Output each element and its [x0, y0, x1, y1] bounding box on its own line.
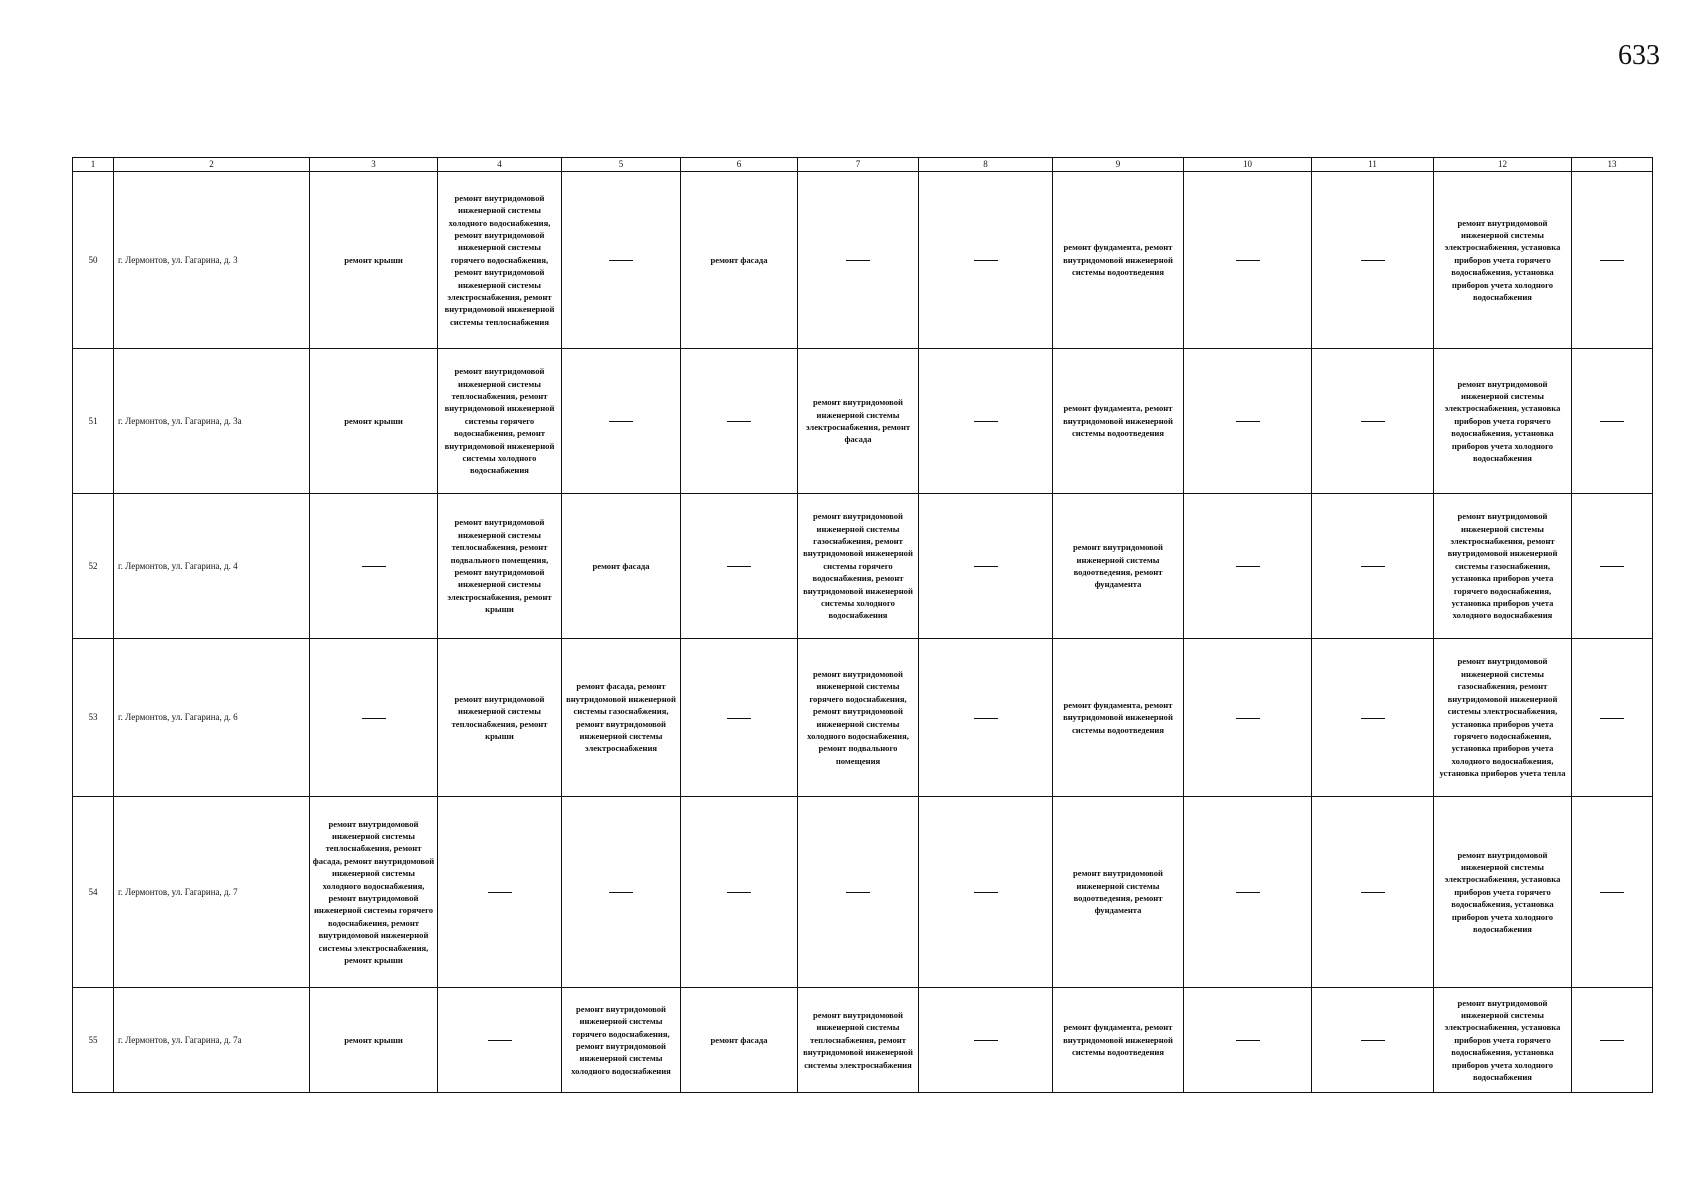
work-type-cell: ремонт крыши — [310, 349, 438, 494]
dash-mark — [846, 892, 870, 893]
work-type-cell: ремонт крыши — [310, 172, 438, 349]
empty-dash-cell — [681, 349, 798, 494]
empty-dash-cell — [1312, 639, 1434, 797]
empty-dash-cell — [1184, 349, 1312, 494]
dash-mark — [974, 421, 998, 422]
column-header: 12 — [1434, 158, 1572, 172]
dash-mark — [1236, 892, 1260, 893]
work-type-cell: ремонт внутридомовой инженерной системы электроснабжения, установка приборов учета горячего водоснабжения, установка приборов учета холодного водоснабжения — [1434, 172, 1572, 349]
dash-mark — [1600, 718, 1624, 719]
dash-mark — [488, 1040, 512, 1041]
column-header: 5 — [562, 158, 681, 172]
work-type-cell: ремонт внутридомовой инженерной системы теплоснабжения, ремонт внутридомовой инженерной системы горячего водоснабжения, ремонт внутридомовой инженерной системы холодного водоснабжения — [438, 349, 562, 494]
dash-mark — [1236, 718, 1260, 719]
empty-dash-cell — [1184, 172, 1312, 349]
work-type-cell: ремонт внутридомовой инженерной системы горячего водоснабжения, ремонт внутридомовой инженерной системы холодного водоснабжения, ремонт подвального помещения — [798, 639, 919, 797]
column-number-row — [73, 158, 1653, 172]
dash-mark — [727, 421, 751, 422]
page-number: 633 — [1618, 40, 1660, 71]
column-header: 1 — [73, 158, 114, 172]
work-type-cell: ремонт фасада, ремонт внутридомовой инженерной системы газоснабжения, ремонт внутридомовой инженерной системы электроснабжения — [562, 639, 681, 797]
work-type-cell: ремонт фундамента, ремонт внутридомовой инженерной системы водоотведения — [1053, 988, 1184, 1093]
repair-schedule-table — [72, 157, 1653, 1093]
address-cell: г. Лермонтов, ул. Гагарина, д. 6 — [114, 639, 310, 797]
work-type-cell: ремонт внутридомовой инженерной системы водоотведения, ремонт фундамента — [1053, 494, 1184, 639]
dash-mark — [727, 566, 751, 567]
dash-mark — [1600, 892, 1624, 893]
empty-dash-cell — [310, 639, 438, 797]
empty-dash-cell — [681, 494, 798, 639]
work-type-cell: ремонт внутридомовой инженерной системы горячего водоснабжения, ремонт внутридомовой инженерной системы холодного водоснабжения — [562, 988, 681, 1093]
work-type-cell: ремонт внутридомовой инженерной системы электроснабжения, установка приборов учета горячего водоснабжения, установка приборов учета холодного водоснабжения — [1434, 797, 1572, 988]
work-type-cell: ремонт внутридомовой инженерной системы электроснабжения, установка приборов учета горячего водоснабжения, установка приборов учета холодного водоснабжения — [1434, 988, 1572, 1093]
row-number-cell: 51 — [73, 349, 114, 494]
dash-mark — [1236, 260, 1260, 261]
empty-dash-cell — [562, 172, 681, 349]
dash-mark — [1600, 260, 1624, 261]
dash-mark — [1600, 566, 1624, 567]
dash-mark — [974, 566, 998, 567]
work-type-cell: ремонт фундамента, ремонт внутридомовой инженерной системы водоотведения — [1053, 639, 1184, 797]
empty-dash-cell — [681, 639, 798, 797]
work-type-cell: ремонт внутридомовой инженерной системы теплоснабжения, ремонт подвального помещения, ремонт внутридомовой инженерной системы электроснабжения, ремонт крыши — [438, 494, 562, 639]
empty-dash-cell — [562, 349, 681, 494]
dash-mark — [727, 718, 751, 719]
dash-mark — [1361, 566, 1385, 567]
empty-dash-cell — [1312, 797, 1434, 988]
address-cell: г. Лермонтов, ул. Гагарина, д. 3 — [114, 172, 310, 349]
dash-mark — [1600, 421, 1624, 422]
empty-dash-cell — [1312, 349, 1434, 494]
dash-mark — [1361, 260, 1385, 261]
column-header: 8 — [919, 158, 1053, 172]
empty-dash-cell — [919, 349, 1053, 494]
empty-dash-cell — [1572, 639, 1653, 797]
empty-dash-cell — [1572, 797, 1653, 988]
column-header: 3 — [310, 158, 438, 172]
empty-dash-cell — [919, 172, 1053, 349]
table-row — [73, 797, 1653, 988]
table-row — [73, 172, 1653, 349]
empty-dash-cell — [1184, 639, 1312, 797]
work-type-cell: ремонт фундамента, ремонт внутридомовой инженерной системы водоотведения — [1053, 349, 1184, 494]
empty-dash-cell — [798, 172, 919, 349]
empty-dash-cell — [919, 797, 1053, 988]
column-header: 6 — [681, 158, 798, 172]
empty-dash-cell — [919, 494, 1053, 639]
empty-dash-cell — [438, 797, 562, 988]
work-type-cell: ремонт внутридомовой инженерной системы газоснабжения, ремонт внутридомовой инженерной системы горячего водоснабжения, ремонт внутридомовой инженерной системы холодного водоснабжения — [798, 494, 919, 639]
empty-dash-cell — [798, 797, 919, 988]
empty-dash-cell — [1312, 172, 1434, 349]
table-row — [73, 988, 1653, 1093]
empty-dash-cell — [1184, 988, 1312, 1093]
dash-mark — [1600, 1040, 1624, 1041]
dash-mark — [609, 892, 633, 893]
empty-dash-cell — [438, 988, 562, 1093]
row-number-cell: 55 — [73, 988, 114, 1093]
work-type-cell: ремонт внутридомовой инженерной системы электроснабжения, установка приборов учета горячего водоснабжения, установка приборов учета холодного водоснабжения — [1434, 349, 1572, 494]
row-number-cell: 50 — [73, 172, 114, 349]
table-row — [73, 494, 1653, 639]
dash-mark — [727, 892, 751, 893]
work-type-cell: ремонт фасада — [681, 988, 798, 1093]
work-type-cell: ремонт внутридомовой инженерной системы электроснабжения, ремонт фасада — [798, 349, 919, 494]
dash-mark — [974, 892, 998, 893]
row-number-cell: 52 — [73, 494, 114, 639]
work-type-cell: ремонт фасада — [681, 172, 798, 349]
table-body — [73, 172, 1653, 1093]
table-row — [73, 639, 1653, 797]
work-type-cell: ремонт фасада — [562, 494, 681, 639]
empty-dash-cell — [1572, 172, 1653, 349]
column-header: 9 — [1053, 158, 1184, 172]
work-type-cell: ремонт внутридомовой инженерной системы теплоснабжения, ремонт крыши — [438, 639, 562, 797]
work-type-cell: ремонт фундамента, ремонт внутридомовой инженерной системы водоотведения — [1053, 172, 1184, 349]
dash-mark — [609, 260, 633, 261]
work-type-cell: ремонт внутридомовой инженерной системы газоснабжения, ремонт внутридомовой инженерной системы электроснабжения, установка приборов учета горячего водоснабжения, установка приборов учета холодного водоснабжения, установка приборов учета тепла — [1434, 639, 1572, 797]
empty-dash-cell — [1312, 494, 1434, 639]
address-cell: г. Лермонтов, ул. Гагарина, д. 7 — [114, 797, 310, 988]
empty-dash-cell — [1572, 349, 1653, 494]
column-header: 10 — [1184, 158, 1312, 172]
empty-dash-cell — [919, 988, 1053, 1093]
column-header: 7 — [798, 158, 919, 172]
work-type-cell: ремонт крыши — [310, 988, 438, 1093]
dash-mark — [609, 421, 633, 422]
dash-mark — [974, 260, 998, 261]
work-type-cell: ремонт внутридомовой инженерной системы теплоснабжения, ремонт внутридомовой инженерной системы электроснабжения — [798, 988, 919, 1093]
dash-mark — [1361, 421, 1385, 422]
column-header: 13 — [1572, 158, 1653, 172]
dash-mark — [846, 260, 870, 261]
dash-mark — [1236, 421, 1260, 422]
empty-dash-cell — [1184, 797, 1312, 988]
row-number-cell: 53 — [73, 639, 114, 797]
empty-dash-cell — [1184, 494, 1312, 639]
dash-mark — [1236, 566, 1260, 567]
empty-dash-cell — [681, 797, 798, 988]
work-type-cell: ремонт внутридомовой инженерной системы теплоснабжения, ремонт фасада, ремонт внутридомовой инженерной системы холодного водоснабжения, ремонт внутридомовой инженерной системы горячего водоснабжения, ремонт внутридомовой инженерной системы электроснабжения, ремонт крыши — [310, 797, 438, 988]
dash-mark — [974, 1040, 998, 1041]
work-type-cell: ремонт внутридомовой инженерной системы электроснабжения, ремонт внутридомовой инженерной системы газоснабжения, установка приборов учета горячего водоснабжения, установка приборов учета холодного водоснабжения — [1434, 494, 1572, 639]
dash-mark — [362, 718, 386, 719]
empty-dash-cell — [310, 494, 438, 639]
address-cell: г. Лермонтов, ул. Гагарина, д. 7а — [114, 988, 310, 1093]
address-cell: г. Лермонтов, ул. Гагарина, д. 3а — [114, 349, 310, 494]
column-header: 4 — [438, 158, 562, 172]
dash-mark — [488, 892, 512, 893]
address-cell: г. Лермонтов, ул. Гагарина, д. 4 — [114, 494, 310, 639]
empty-dash-cell — [1572, 494, 1653, 639]
dash-mark — [974, 718, 998, 719]
empty-dash-cell — [919, 639, 1053, 797]
column-header: 2 — [114, 158, 310, 172]
dash-mark — [1361, 892, 1385, 893]
dash-mark — [1361, 1040, 1385, 1041]
table-row — [73, 349, 1653, 494]
dash-mark — [362, 566, 386, 567]
dash-mark — [1361, 718, 1385, 719]
dash-mark — [1236, 1040, 1260, 1041]
empty-dash-cell — [1312, 988, 1434, 1093]
work-type-cell: ремонт внутридомовой инженерной системы водоотведения, ремонт фундамента — [1053, 797, 1184, 988]
column-header: 11 — [1312, 158, 1434, 172]
empty-dash-cell — [562, 797, 681, 988]
empty-dash-cell — [1572, 988, 1653, 1093]
work-type-cell: ремонт внутридомовой инженерной системы холодного водоснабжения, ремонт внутридомовой инженерной системы горячего водоснабжения, ремонт внутридомовой инженерной системы электроснабжения, ремонт внутридомовой инженерной системы теплоснабжения — [438, 172, 562, 349]
row-number-cell: 54 — [73, 797, 114, 988]
